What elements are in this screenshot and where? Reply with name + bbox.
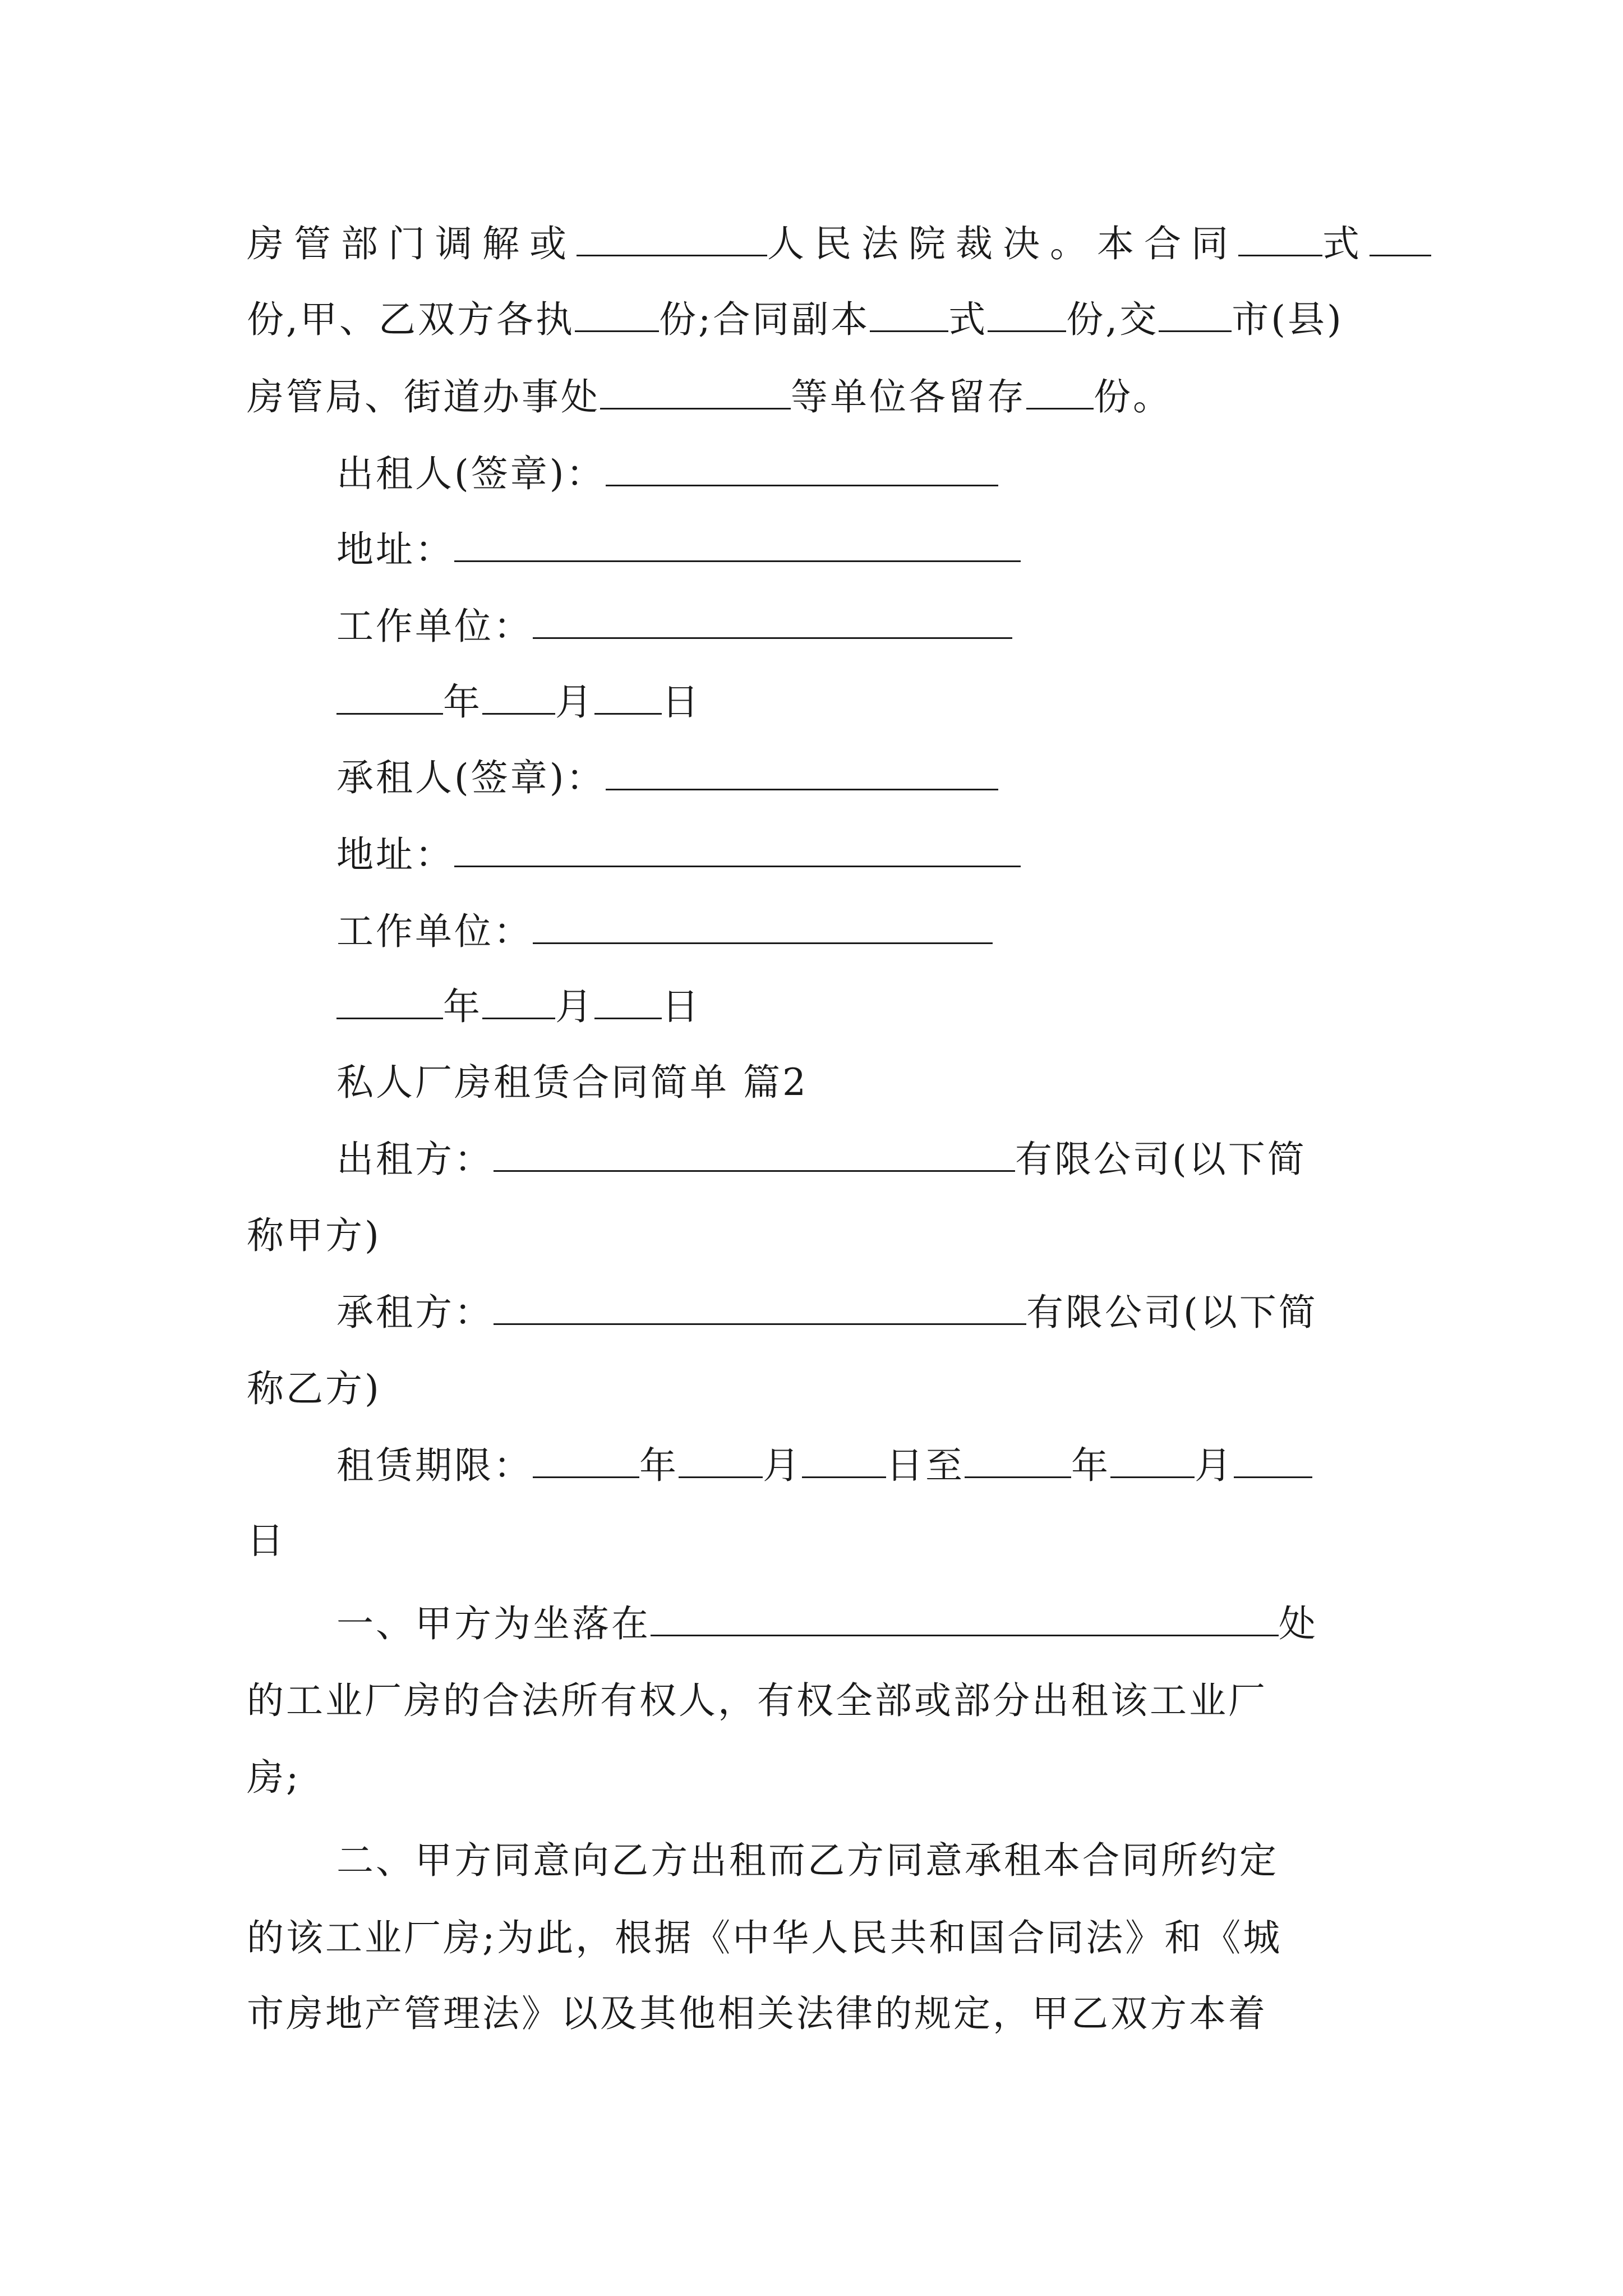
text: 式 [948,298,988,341]
blank-line [988,298,1066,332]
work-unit-line [533,605,1012,639]
lessor-signature-label: 出租人(签章)： [336,452,606,495]
location-blank [651,1602,1279,1636]
text: 式 [1322,222,1370,265]
month-label: 月 [763,1444,802,1487]
text: 人民法院裁决。本合同 [767,222,1238,265]
address-line [454,833,1021,867]
lessee-signature-label: 承租人(签章)： [336,756,606,799]
lessor-work-unit [336,599,1385,655]
lease-term-line [336,1438,1385,1494]
lessee-date [336,979,1385,1035]
month-label: 月 [555,985,594,1028]
month-blank [482,680,555,715]
work-unit-label: 工作单位： [336,910,533,953]
text: 份。 [1094,375,1172,418]
work-unit-line [533,910,993,944]
company-blank [494,1138,1015,1172]
address-label: 地址： [336,528,454,571]
month-blank [482,985,555,1019]
year-label: 年 [639,1444,679,1487]
lessor-label: 出租方： [336,1138,494,1181]
day-label: 日 [662,985,701,1028]
lessee-suffix: 有限公司(以下简 [1026,1291,1318,1334]
clause-2-line-2: 的该工业厂房;为此，根据《中华人民共和国合同法》和《城 [247,1916,1283,1959]
signature-line [606,452,998,486]
lessee-label: 承租方： [336,1291,494,1334]
month-blank [679,1444,763,1478]
dispute-line-2 [247,292,1385,348]
year-label: 年 [443,680,482,724]
year-label: 年 [1071,1444,1110,1487]
day-blank [594,680,662,715]
address-line [454,528,1021,562]
blank-line [1026,375,1094,409]
clause-2-line-3: 市房地产管理法》以及其他相关法律的规定，甲乙双方本着 [247,1992,1267,2035]
section-title: 私人厂房租赁合同简单 篇2 [336,1061,808,1104]
lessee-company-cont: 称乙方) [247,1367,381,1410]
dispute-line-3 [247,369,1385,425]
lessee-company-line [336,1285,1385,1341]
term-label: 租赁期限： [336,1444,533,1487]
blank-line [1159,298,1232,332]
blank-line [1238,222,1322,256]
year-blank [965,1444,1071,1478]
day-blank [802,1444,886,1478]
lessor-date [336,674,1385,730]
lessee-work-unit [336,904,1385,960]
lessor-company-line [336,1131,1385,1188]
year-blank [336,985,443,1019]
blank-line [1370,222,1431,256]
clause-1-line-2: 的工业厂房的合法所有权人，有权全部或部分出租该工业厂 [247,1679,1267,1722]
year-blank [533,1444,639,1478]
lessee-address [336,827,1385,883]
day-to-label: 日至 [886,1444,965,1487]
day-label: 日 [662,680,701,724]
day-blank [594,985,662,1019]
lessee-signature [336,750,1385,806]
text: 等单位各留存 [791,375,1026,418]
year-blank [336,680,443,715]
clause-text: 一、甲方为坐落在 [336,1602,651,1645]
month-blank [1110,1444,1195,1478]
clause-1-line-1 [336,1596,1385,1652]
clause-1-line-3: 房; [247,1756,301,1799]
month-label: 月 [1195,1444,1234,1487]
blank-line [577,222,767,256]
text: 份,甲、乙双方各执 [247,298,575,341]
lessor-address [336,522,1385,578]
clause-text: 处 [1279,1602,1318,1645]
company-blank [494,1291,1026,1325]
signature-line [606,756,998,790]
text: 份,交 [1066,298,1159,341]
blank-line [600,375,791,409]
text: 房管部门调解或 [247,222,577,265]
address-label: 地址： [336,833,454,876]
text: 市(县) [1232,298,1344,341]
day-blank [1234,1444,1312,1478]
year-label: 年 [443,985,482,1028]
lessor-company-cont: 称甲方) [247,1214,381,1257]
lessor-signature [336,446,1385,502]
blank-line [575,298,659,332]
month-label: 月 [555,680,594,724]
dispute-line-1 [247,216,1385,272]
work-unit-label: 工作单位： [336,605,533,648]
blank-line [870,298,948,332]
clause-2-line-1: 二、甲方同意向乙方出租而乙方同意承租本合同所约定 [336,1839,1279,1882]
lease-term-cont: 日 [247,1519,286,1562]
lessor-suffix: 有限公司(以下简 [1015,1138,1307,1181]
text: 房管局、街道办事处 [247,375,600,418]
text: 份;合同副本 [658,298,870,341]
